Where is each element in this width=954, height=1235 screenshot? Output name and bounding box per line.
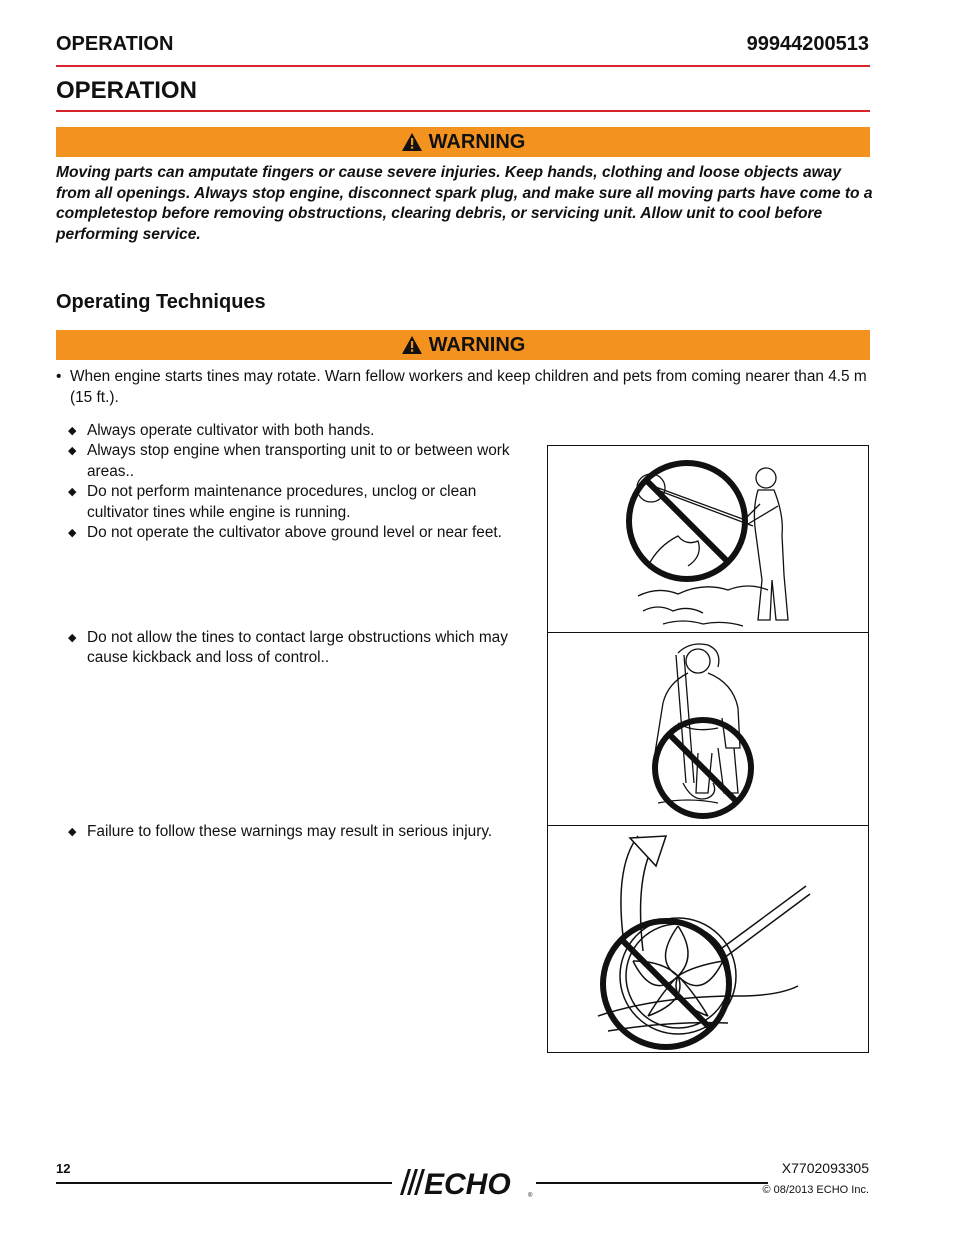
illustration-kickback-warning xyxy=(547,825,869,1053)
warning-text: Moving parts can amputate fingers or cause severe injuries. Keep hands, clothing and loose objects away from all openings. Always stop engine, disconnect spark plug, and make sure all moving parts have come to a completestop before removing obstructions, clearing debris, or servicing unit. Allow unit to cool before performing service. xyxy=(56,164,873,243)
diamond-bullet-icon: ◆ xyxy=(68,445,77,458)
warning-triangle-icon xyxy=(401,132,423,152)
diamond-bullet-icon: ◆ xyxy=(68,486,77,499)
echo-logo-text: ECHO xyxy=(424,1168,511,1199)
echo-logo-mark xyxy=(396,1165,536,1199)
header-section: OPERATION xyxy=(56,33,174,55)
warning-label: WARNING xyxy=(428,333,526,356)
echo-logo xyxy=(396,1165,536,1204)
list-item: ◆ Do not allow the tines to contact large obstructions which may cause kickback and loss of control.. xyxy=(68,629,508,667)
instruction-list-1 xyxy=(68,421,530,543)
illustration-feet-warning xyxy=(547,445,869,634)
illustration-drawing xyxy=(548,446,867,632)
warning-triangle-icon xyxy=(401,335,423,355)
warning-label: WARNING xyxy=(428,130,526,153)
instruction-list-3 xyxy=(68,822,538,842)
document-code: X7702093305 xyxy=(781,1160,869,1176)
warning-bar-2 xyxy=(56,330,870,360)
warning-bar-1 xyxy=(56,127,870,157)
list-item: ◆ Do not operate the cultivator above ground level or near feet. xyxy=(68,523,530,543)
prohibited-sign-icon xyxy=(603,921,729,1047)
diamond-bullet-icon: ◆ xyxy=(68,826,77,838)
footer-rule-right xyxy=(536,1182,768,1184)
page-title: OPERATION xyxy=(56,77,197,104)
section-heading: Operating Techniques xyxy=(56,291,266,313)
copyright: © 08/2013 ECHO Inc. xyxy=(762,1184,869,1196)
warning-bullet xyxy=(56,367,874,408)
instruction-list-2 xyxy=(68,628,538,669)
list-item: ◆ Failure to follow these warnings may result in serious injury. xyxy=(68,822,538,842)
header-part-number: 99944200513 xyxy=(746,33,869,55)
prohibited-sign-icon xyxy=(655,720,751,816)
header-rule xyxy=(56,65,870,67)
illustration-obstruction-warning xyxy=(547,632,869,827)
illustration-drawing xyxy=(548,826,867,1051)
diamond-bullet-icon: ◆ xyxy=(68,632,77,644)
list-item: ◆ Always stop engine when transporting unit to or between work areas.. xyxy=(68,442,510,480)
footer-rule-left xyxy=(56,1182,392,1184)
illustration-drawing xyxy=(548,633,867,825)
page-number: 12 xyxy=(56,1161,71,1176)
list-item: ◆ Always operate cultivator with both hands. xyxy=(68,421,530,441)
diamond-bullet-icon: ◆ xyxy=(68,527,77,540)
svg-text:®: ® xyxy=(528,1193,533,1199)
warning-bullet-text: When engine starts tines may rotate. Warn fellow workers and keep children and pets from coming nearer than 4.5 m (15 ft.). xyxy=(70,368,867,406)
diamond-bullet-icon: ◆ xyxy=(68,425,77,437)
list-item: ◆ Do not perform maintenance procedures, unclog or clean cultivator tines while engine is running. xyxy=(68,483,477,521)
bullet-dot-icon: • xyxy=(56,368,62,385)
title-rule xyxy=(56,110,870,112)
prohibited-sign-icon xyxy=(629,463,745,579)
